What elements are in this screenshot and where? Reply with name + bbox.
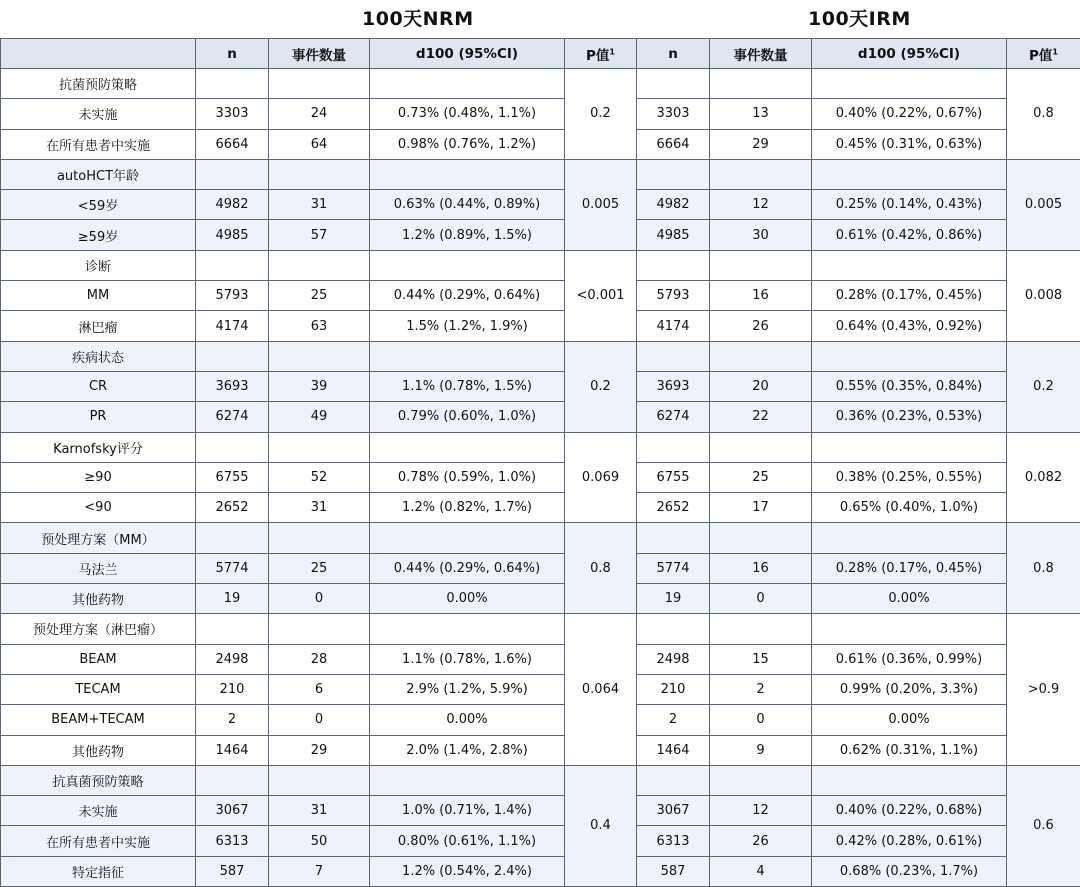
table-row — [1, 735, 1080, 765]
empty-cell — [812, 614, 1007, 644]
nrm-events: 50 — [269, 826, 370, 856]
irm-d100: 0.40% (0.22%, 0.68%) — [812, 796, 1007, 826]
nrm-p-value: 0.4 — [565, 765, 637, 886]
empty-cell — [637, 69, 710, 99]
empty-cell — [812, 432, 1007, 462]
empty-cell — [637, 341, 710, 371]
nrm-n: 6274 — [196, 402, 269, 432]
irm-n: 3303 — [637, 99, 710, 129]
group-label: 预处理方案（MM） — [1, 523, 196, 553]
row-label: 在所有患者中实施 — [1, 129, 196, 159]
irm-d100: 0.28% (0.17%, 0.45%) — [812, 553, 1007, 583]
irm-events: 25 — [710, 462, 812, 492]
header-p-footnote: 1 — [609, 47, 615, 56]
empty-cell — [370, 614, 565, 644]
irm-p-value: 0.082 — [1007, 432, 1080, 523]
empty-cell — [710, 159, 812, 189]
nrm-events: 29 — [269, 735, 370, 765]
row-label: 马法兰 — [1, 553, 196, 583]
irm-events: 9 — [710, 735, 812, 765]
group-header-row — [1, 523, 1080, 553]
nrm-d100: 1.0% (0.71%, 1.4%) — [370, 796, 565, 826]
table-row — [1, 311, 1080, 341]
empty-cell — [812, 765, 1007, 795]
table-row — [1, 796, 1080, 826]
table-row — [1, 644, 1080, 674]
nrm-d100: 0.00% — [370, 584, 565, 614]
group-header-row — [1, 159, 1080, 189]
row-label: 其他药物 — [1, 584, 196, 614]
group-label: 抗真菌预防策略 — [1, 765, 196, 795]
nrm-n: 4174 — [196, 311, 269, 341]
irm-n: 3067 — [637, 796, 710, 826]
nrm-d100: 0.00% — [370, 705, 565, 735]
row-label: 在所有患者中实施 — [1, 826, 196, 856]
irm-d100: 0.28% (0.17%, 0.45%) — [812, 281, 1007, 311]
empty-cell — [637, 250, 710, 280]
empty-cell — [196, 523, 269, 553]
header-nrm-p — [565, 39, 637, 69]
nrm-events: 64 — [269, 129, 370, 159]
empty-cell — [196, 765, 269, 795]
header-p-footnote: 1 — [1052, 47, 1058, 56]
nrm-d100: 0.79% (0.60%, 1.0%) — [370, 402, 565, 432]
irm-d100: 0.68% (0.23%, 1.7%) — [812, 856, 1007, 886]
irm-d100: 0.00% — [812, 584, 1007, 614]
irm-events: 22 — [710, 402, 812, 432]
group-label: 疾病状态 — [1, 341, 196, 371]
empty-cell — [370, 341, 565, 371]
nrm-events: 31 — [269, 493, 370, 523]
irm-events: 12 — [710, 190, 812, 220]
irm-d100: 0.38% (0.25%, 0.55%) — [812, 462, 1007, 492]
table-row — [1, 99, 1080, 129]
group-label: autoHCT年龄 — [1, 159, 196, 189]
titles — [0, 0, 1080, 38]
empty-cell — [196, 432, 269, 462]
empty-cell — [812, 250, 1007, 280]
empty-cell — [269, 159, 370, 189]
empty-cell — [812, 341, 1007, 371]
empty-cell — [196, 341, 269, 371]
irm-events: 12 — [710, 796, 812, 826]
row-label: CR — [1, 371, 196, 401]
irm-events: 0 — [710, 584, 812, 614]
empty-cell — [710, 341, 812, 371]
nrm-d100: 1.2% (0.54%, 2.4%) — [370, 856, 565, 886]
empty-cell — [710, 765, 812, 795]
irm-n: 2652 — [637, 493, 710, 523]
nrm-n: 6664 — [196, 129, 269, 159]
irm-events: 2 — [710, 674, 812, 704]
irm-n: 2498 — [637, 644, 710, 674]
empty-cell — [812, 69, 1007, 99]
empty-cell — [812, 523, 1007, 553]
empty-cell — [269, 250, 370, 280]
table-row — [1, 190, 1080, 220]
irm-d100: 0.40% (0.22%, 0.67%) — [812, 99, 1007, 129]
row-label: MM — [1, 281, 196, 311]
empty-cell — [637, 159, 710, 189]
header-irm-d100: d100 (95%CI) — [812, 39, 1007, 69]
irm-d100: 0.55% (0.35%, 0.84%) — [812, 371, 1007, 401]
irm-events: 15 — [710, 644, 812, 674]
irm-events: 16 — [710, 553, 812, 583]
empty-cell — [370, 432, 565, 462]
row-label: 特定指征 — [1, 856, 196, 886]
table-row — [1, 856, 1080, 886]
nrm-p-value: <0.001 — [565, 250, 637, 341]
irm-n: 210 — [637, 674, 710, 704]
empty-cell — [710, 614, 812, 644]
irm-events: 30 — [710, 220, 812, 250]
table-row — [1, 281, 1080, 311]
irm-events: 4 — [710, 856, 812, 886]
nrm-events: 39 — [269, 371, 370, 401]
irm-title: 100天IRM — [808, 8, 911, 30]
irm-d100: 0.62% (0.31%, 1.1%) — [812, 735, 1007, 765]
irm-n: 6313 — [637, 826, 710, 856]
group-label: Karnofsky评分 — [1, 432, 196, 462]
nrm-d100: 2.0% (1.4%, 2.8%) — [370, 735, 565, 765]
irm-d100: 0.61% (0.42%, 0.86%) — [812, 220, 1007, 250]
nrm-d100: 0.73% (0.48%, 1.1%) — [370, 99, 565, 129]
nrm-n: 4982 — [196, 190, 269, 220]
group-label: 预处理方案（淋巴瘤） — [1, 614, 196, 644]
group-label: 抗菌预防策略 — [1, 69, 196, 99]
header-irm-n: n — [637, 39, 710, 69]
empty-cell — [196, 69, 269, 99]
nrm-events: 28 — [269, 644, 370, 674]
nrm-d100: 0.98% (0.76%, 1.2%) — [370, 129, 565, 159]
nrm-n: 5793 — [196, 281, 269, 311]
nrm-n: 2498 — [196, 644, 269, 674]
empty-cell — [710, 250, 812, 280]
nrm-p-value: 0.8 — [565, 523, 637, 614]
irm-n: 6755 — [637, 462, 710, 492]
irm-n: 4985 — [637, 220, 710, 250]
irm-d100: 0.42% (0.28%, 0.61%) — [812, 826, 1007, 856]
nrm-n: 3067 — [196, 796, 269, 826]
empty-cell — [710, 523, 812, 553]
irm-p-value: 0.008 — [1007, 250, 1080, 341]
irm-n: 4174 — [637, 311, 710, 341]
empty-cell — [637, 765, 710, 795]
header-nrm-n: n — [196, 39, 269, 69]
empty-cell — [370, 159, 565, 189]
table-row — [1, 705, 1080, 735]
empty-cell — [269, 614, 370, 644]
irm-events: 16 — [710, 281, 812, 311]
empty-cell — [269, 523, 370, 553]
empty-cell — [196, 159, 269, 189]
header-nrm-d100: d100 (95%CI) — [370, 39, 565, 69]
irm-p-value: 0.6 — [1007, 765, 1080, 886]
irm-events: 26 — [710, 826, 812, 856]
irm-events: 0 — [710, 705, 812, 735]
empty-cell — [196, 250, 269, 280]
header-p-label: P值 — [586, 47, 610, 64]
nrm-n: 6755 — [196, 462, 269, 492]
irm-events: 29 — [710, 129, 812, 159]
empty-cell — [370, 69, 565, 99]
nrm-events: 25 — [269, 281, 370, 311]
table-row — [1, 674, 1080, 704]
row-label: 未实施 — [1, 796, 196, 826]
nrm-n: 210 — [196, 674, 269, 704]
empty-cell — [370, 250, 565, 280]
nrm-events: 0 — [269, 584, 370, 614]
nrm-d100: 1.2% (0.82%, 1.7%) — [370, 493, 565, 523]
nrm-p-value: 0.2 — [565, 69, 637, 160]
nrm-events: 31 — [269, 190, 370, 220]
nrm-title: 100天NRM — [362, 8, 474, 30]
row-label: 未实施 — [1, 99, 196, 129]
row-label: ≥90 — [1, 462, 196, 492]
nrm-p-value: 0.2 — [565, 341, 637, 432]
nrm-events: 57 — [269, 220, 370, 250]
table-row — [1, 371, 1080, 401]
irm-n: 5793 — [637, 281, 710, 311]
header-blank — [1, 39, 196, 69]
nrm-d100: 1.2% (0.89%, 1.5%) — [370, 220, 565, 250]
table-body — [1, 69, 1080, 887]
nrm-events: 52 — [269, 462, 370, 492]
irm-p-value: 0.8 — [1007, 523, 1080, 614]
nrm-events: 24 — [269, 99, 370, 129]
irm-n: 6664 — [637, 129, 710, 159]
irm-n: 6274 — [637, 402, 710, 432]
table-row — [1, 584, 1080, 614]
table-row — [1, 129, 1080, 159]
table-row — [1, 826, 1080, 856]
irm-events: 20 — [710, 371, 812, 401]
group-header-row — [1, 432, 1080, 462]
row-label: BEAM — [1, 644, 196, 674]
nrm-n: 5774 — [196, 553, 269, 583]
table-row — [1, 402, 1080, 432]
row-label: PR — [1, 402, 196, 432]
group-header-row — [1, 69, 1080, 99]
nrm-n: 3303 — [196, 99, 269, 129]
nrm-d100: 0.44% (0.29%, 0.64%) — [370, 553, 565, 583]
irm-d100: 0.36% (0.23%, 0.53%) — [812, 402, 1007, 432]
irm-n: 4982 — [637, 190, 710, 220]
irm-p-value: >0.9 — [1007, 614, 1080, 765]
empty-cell — [269, 69, 370, 99]
results-table — [0, 38, 1080, 887]
group-header-row — [1, 250, 1080, 280]
empty-cell — [637, 432, 710, 462]
nrm-d100: 1.1% (0.78%, 1.6%) — [370, 644, 565, 674]
row-label: <90 — [1, 493, 196, 523]
irm-n: 1464 — [637, 735, 710, 765]
nrm-d100: 0.44% (0.29%, 0.64%) — [370, 281, 565, 311]
irm-events: 17 — [710, 493, 812, 523]
irm-p-value: 0.2 — [1007, 341, 1080, 432]
nrm-n: 2652 — [196, 493, 269, 523]
empty-cell — [710, 69, 812, 99]
empty-cell — [269, 432, 370, 462]
row-label: 其他药物 — [1, 735, 196, 765]
nrm-p-value: 0.005 — [565, 159, 637, 250]
irm-p-value: 0.8 — [1007, 69, 1080, 160]
header-row — [1, 39, 1080, 69]
nrm-events: 63 — [269, 311, 370, 341]
nrm-p-value: 0.069 — [565, 432, 637, 523]
nrm-n: 2 — [196, 705, 269, 735]
empty-cell — [637, 523, 710, 553]
irm-n: 5774 — [637, 553, 710, 583]
table-row — [1, 220, 1080, 250]
empty-cell — [637, 614, 710, 644]
irm-d100: 0.64% (0.43%, 0.92%) — [812, 311, 1007, 341]
group-header-row — [1, 614, 1080, 644]
table-row — [1, 493, 1080, 523]
nrm-d100: 0.80% (0.61%, 1.1%) — [370, 826, 565, 856]
header-p-label: P值 — [1029, 47, 1053, 64]
nrm-d100: 2.9% (1.2%, 5.9%) — [370, 674, 565, 704]
group-header-row — [1, 765, 1080, 795]
irm-d100: 0.00% — [812, 705, 1007, 735]
empty-cell — [196, 614, 269, 644]
nrm-events: 0 — [269, 705, 370, 735]
irm-d100: 0.99% (0.20%, 3.3%) — [812, 674, 1007, 704]
row-label: BEAM+TECAM — [1, 705, 196, 735]
empty-cell — [710, 432, 812, 462]
nrm-d100: 1.1% (0.78%, 1.5%) — [370, 371, 565, 401]
irm-d100: 0.45% (0.31%, 0.63%) — [812, 129, 1007, 159]
nrm-events: 25 — [269, 553, 370, 583]
row-label: ≥59岁 — [1, 220, 196, 250]
irm-events: 26 — [710, 311, 812, 341]
nrm-d100: 0.63% (0.44%, 0.89%) — [370, 190, 565, 220]
group-header-row — [1, 341, 1080, 371]
nrm-n: 1464 — [196, 735, 269, 765]
irm-n: 2 — [637, 705, 710, 735]
header-irm-p — [1007, 39, 1080, 69]
irm-n: 587 — [637, 856, 710, 886]
table-row — [1, 462, 1080, 492]
table-row — [1, 553, 1080, 583]
nrm-events: 49 — [269, 402, 370, 432]
row-label: TECAM — [1, 674, 196, 704]
irm-d100: 0.25% (0.14%, 0.43%) — [812, 190, 1007, 220]
nrm-n: 3693 — [196, 371, 269, 401]
nrm-n: 587 — [196, 856, 269, 886]
nrm-events: 6 — [269, 674, 370, 704]
nrm-n: 6313 — [196, 826, 269, 856]
nrm-events: 31 — [269, 796, 370, 826]
nrm-d100: 1.5% (1.2%, 1.9%) — [370, 311, 565, 341]
irm-n: 3693 — [637, 371, 710, 401]
irm-events: 13 — [710, 99, 812, 129]
empty-cell — [269, 765, 370, 795]
empty-cell — [370, 765, 565, 795]
irm-n: 19 — [637, 584, 710, 614]
irm-d100: 0.65% (0.40%, 1.0%) — [812, 493, 1007, 523]
nrm-events: 7 — [269, 856, 370, 886]
header-irm-events: 事件数量 — [710, 39, 812, 69]
header-nrm-events: 事件数量 — [269, 39, 370, 69]
group-label: 诊断 — [1, 250, 196, 280]
empty-cell — [370, 523, 565, 553]
nrm-n: 19 — [196, 584, 269, 614]
nrm-p-value: 0.064 — [565, 614, 637, 765]
nrm-n: 4985 — [196, 220, 269, 250]
irm-d100: 0.61% (0.36%, 0.99%) — [812, 644, 1007, 674]
row-label: <59岁 — [1, 190, 196, 220]
nrm-d100: 0.78% (0.59%, 1.0%) — [370, 462, 565, 492]
irm-p-value: 0.005 — [1007, 159, 1080, 250]
empty-cell — [269, 341, 370, 371]
empty-cell — [812, 159, 1007, 189]
row-label: 淋巴瘤 — [1, 311, 196, 341]
